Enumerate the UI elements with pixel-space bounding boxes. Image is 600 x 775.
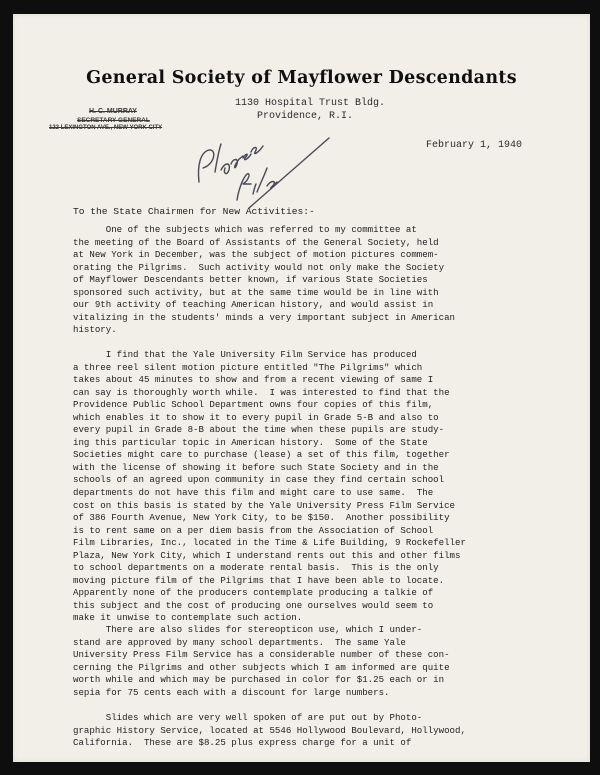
text-line: Slides which are very well spoken of are put out by Photo- <box>73 712 423 723</box>
address-line-1: 1130 Hospital Trust Bldg. <box>235 98 386 109</box>
text-line: of 386 Fourth Avenue, New York City, to be $150. Another possibility <box>73 512 450 524</box>
struck-title: SECRETARY GENERAL <box>77 117 150 124</box>
text-line: this subject and the cost of producing one ourselves would seem to <box>73 599 434 611</box>
paragraph <box>73 349 466 625</box>
text-line: cerning the Pilgrims and other subjects which I am informed are quite <box>73 661 450 673</box>
text-line: which enables it to show it to every pupil in Grade 5-B and also to <box>73 411 439 423</box>
address-line-2: Providence, R.I. <box>257 111 354 122</box>
text-line: history. <box>73 324 117 336</box>
society-name: General Society of Mayflower Descendants <box>86 68 517 88</box>
paragraph <box>73 224 455 337</box>
struck-street: 122 LEXINGTON AVE., NEW YORK CITY <box>49 125 163 131</box>
text-line: a three reel silent motion picture entitled "The Pilgrims" which <box>73 361 423 373</box>
paragraph <box>73 624 450 699</box>
text-line: orating the Pilgrims. Such activity would not only make the Society <box>73 261 445 273</box>
text-line: moving picture film of the Pilgrims that I have been able to locate. <box>73 574 445 586</box>
text-line: our 9th activity of teaching American history, and would assist in <box>73 299 434 311</box>
text-line: make it unwise to contemplate such action. <box>73 612 303 624</box>
text-line: cost on this basis is stated by the Yale University Press Film Service <box>73 499 455 511</box>
text-line: Providence Public School Department owns four copies of this film, <box>73 399 434 411</box>
handwritten-note <box>191 124 341 214</box>
text-line: worth while and which may be purchased in color for $1.25 each or in <box>73 674 445 686</box>
text-line: schools of an agreed upon community in case they find certain school <box>73 474 445 486</box>
text-line: ing this particular topic in American history. Some of the State <box>73 436 428 448</box>
text-line: to school departments on a moderate rental basis. This is the only <box>73 562 439 574</box>
text-line: sponsored such activity, but at the same time would be in line with <box>73 286 439 298</box>
text-line: I find that the Yale University Film Service has produced <box>73 349 417 360</box>
letter-page <box>13 14 590 762</box>
text-line: Societies might care to purchase (lease) a set of this film, together <box>73 449 450 461</box>
text-line: sepia for 75 cents each with a discount for large numbers. <box>73 686 390 698</box>
address-block <box>235 97 385 123</box>
text-line: departments do not have this film and might care to use same. The <box>73 487 434 499</box>
text-line: of Mayflower Descendants better known, if various State Societies <box>73 274 428 286</box>
text-line: There are also slides for stereopticon use, which I under- <box>73 624 423 635</box>
text-line: graphic History Service, located at 5546 Hollywood Boulevard, Hollywood, <box>73 724 466 736</box>
salutation: To the State Chairmen for New Activities:- <box>73 206 315 217</box>
letter-date: February 1, 1940 <box>426 140 523 151</box>
text-line: is to rent same on a per diem basis from the Association of School <box>73 524 434 536</box>
paragraph <box>73 712 466 750</box>
text-line: One of the subjects which was referred to my committee at <box>73 224 417 235</box>
text-line: at New York in December, was the subject of motion pictures commem- <box>73 249 439 261</box>
text-line: Apparently none of the producers contemplate producing a talkie of <box>73 587 434 599</box>
text-line: vitalizing in the students' minds a very important subject in American <box>73 311 455 323</box>
text-line: Film Libraries, Inc., located in the Time & Life Building, 9 Rockefeller <box>73 537 466 549</box>
text-line: California. These are $8.25 plus express charge for a unit of <box>73 737 412 749</box>
text-line: stand are approved by many school departments. The same Yale <box>73 636 406 648</box>
struck-name: H. C. MURRAY <box>89 108 137 115</box>
text-line: University Press Film Service has a considerable number of these con- <box>73 649 450 661</box>
text-line: the meeting of the Board of Assistants of the General Society, held <box>73 236 439 248</box>
text-line: every pupil in Grade 8-B about the time when these pupils are study- <box>73 424 445 436</box>
text-line: can say is thoroughly worth while. I was interested to find that the <box>73 386 450 398</box>
text-line: takes about 45 minutes to show and from a recent viewing of same I <box>73 374 434 386</box>
text-line: Plaza, New York City, which I understand rents out this and other films <box>73 549 461 561</box>
text-line: with the license of showing it before such State Society and in the <box>73 461 439 473</box>
